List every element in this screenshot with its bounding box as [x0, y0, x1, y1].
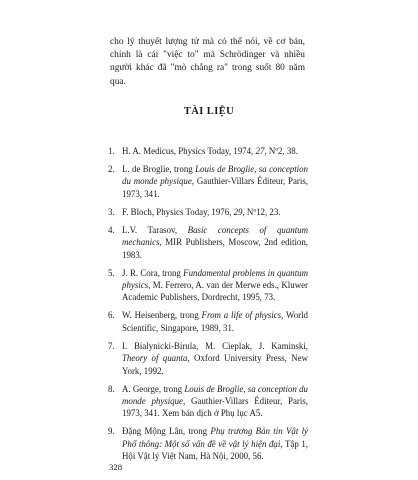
reference-text: L.V. Tarasov, — [122, 224, 188, 235]
reference-number: 3. — [108, 206, 115, 217]
reference-text: L. de Broglie, trong — [122, 164, 196, 174]
reference-number: 4. — [108, 224, 115, 235]
reference-item — [108, 224, 308, 261]
reference-text: Nº2, 38. — [266, 146, 298, 156]
references-heading: TÀI LIỆU — [183, 106, 235, 117]
reference-text: Oxford University Press, New York, 1992. — [122, 353, 308, 376]
reference-number: 6. — [108, 310, 115, 321]
reference-title: Louis de Broglie, sa conception du monde physique, — [122, 164, 308, 187]
reference-title: Theory of quanta, — [122, 353, 190, 364]
reference-number: 8. — [108, 383, 115, 394]
reference-text: I. Bialynicki-Birula, M. Cieplak, J. Kaminski, — [122, 340, 308, 351]
reference-text: Đặng Mộng Lân, trong — [122, 426, 211, 437]
reference-item — [108, 309, 308, 334]
reference-title: Basic concepts of quantum mechanics, — [122, 224, 309, 248]
reference-text: F. Bloch, Physics Today, 1976, — [122, 206, 234, 217]
reference-number: 7. — [108, 340, 115, 351]
reference-text: H. A. Medicus, Physics Today, 1974, — [122, 146, 256, 156]
reference-title: Fundamental problems in quantum physics, — [122, 267, 309, 291]
reference-item — [108, 425, 308, 462]
reference-text: M. Ferrero, A. van der Merwe eds., Kluwer Academic Publishers, Dordrecht, 1995, 73. — [122, 280, 308, 303]
reference-title: 29, — [233, 206, 245, 217]
reference-item — [108, 145, 308, 157]
reference-number: 5. — [108, 267, 115, 278]
reference-text: Tập 1, Hội Vật lý Việt Nam, Hà Nội, 2000, 56. — [122, 438, 309, 462]
reference-item — [108, 206, 308, 218]
reference-item — [108, 163, 308, 200]
reference-text: Nº12, 23. — [244, 206, 281, 217]
reference-text: A. George, trong — [122, 383, 185, 394]
reference-text: Gauthier-Villars Éditeur, Paris, 1973, 341. Xem bản dịch ở Phụ lục A5. — [122, 396, 308, 419]
reference-text: World Scientific, Singapore, 1989, 31. — [122, 310, 308, 333]
reference-item — [108, 340, 308, 377]
reference-text: J. R. Cora, trong — [122, 267, 184, 278]
intro-paragraph: cho lý thuyết lượng tử mà có thể nói, về cơ bản, chính là cái "việc to" mà Schrödinger và nhiều người khác đã "mò chẳng ra" trong suốt 80 năm qua. — [110, 37, 305, 87]
reference-number: 2. — [108, 164, 115, 174]
reference-title: Louis de Broglie, sa conception du monde physique, — [122, 383, 308, 407]
page-number: 328 — [109, 462, 123, 472]
reference-text: Gauthier-Villars Éditeur, Paris, 1973, 341. — [122, 176, 308, 199]
reference-number: 9. — [108, 426, 115, 437]
reference-number: 1. — [108, 146, 115, 156]
reference-item — [108, 383, 308, 420]
reference-title: Phụ trương Bản tin Vật lý Phổ thông: Một số vấn đề về vật lý hiện đại, — [122, 426, 308, 449]
reference-title: From a life of physics, — [201, 310, 284, 321]
reference-title: 27, — [255, 146, 267, 156]
reference-list — [108, 145, 308, 468]
reference-text: MIR Publishers, Moscow, 2nd edition, 1983. — [122, 237, 308, 260]
reference-item — [108, 267, 308, 304]
reference-text: W. Heisenberg, trong — [122, 310, 202, 321]
